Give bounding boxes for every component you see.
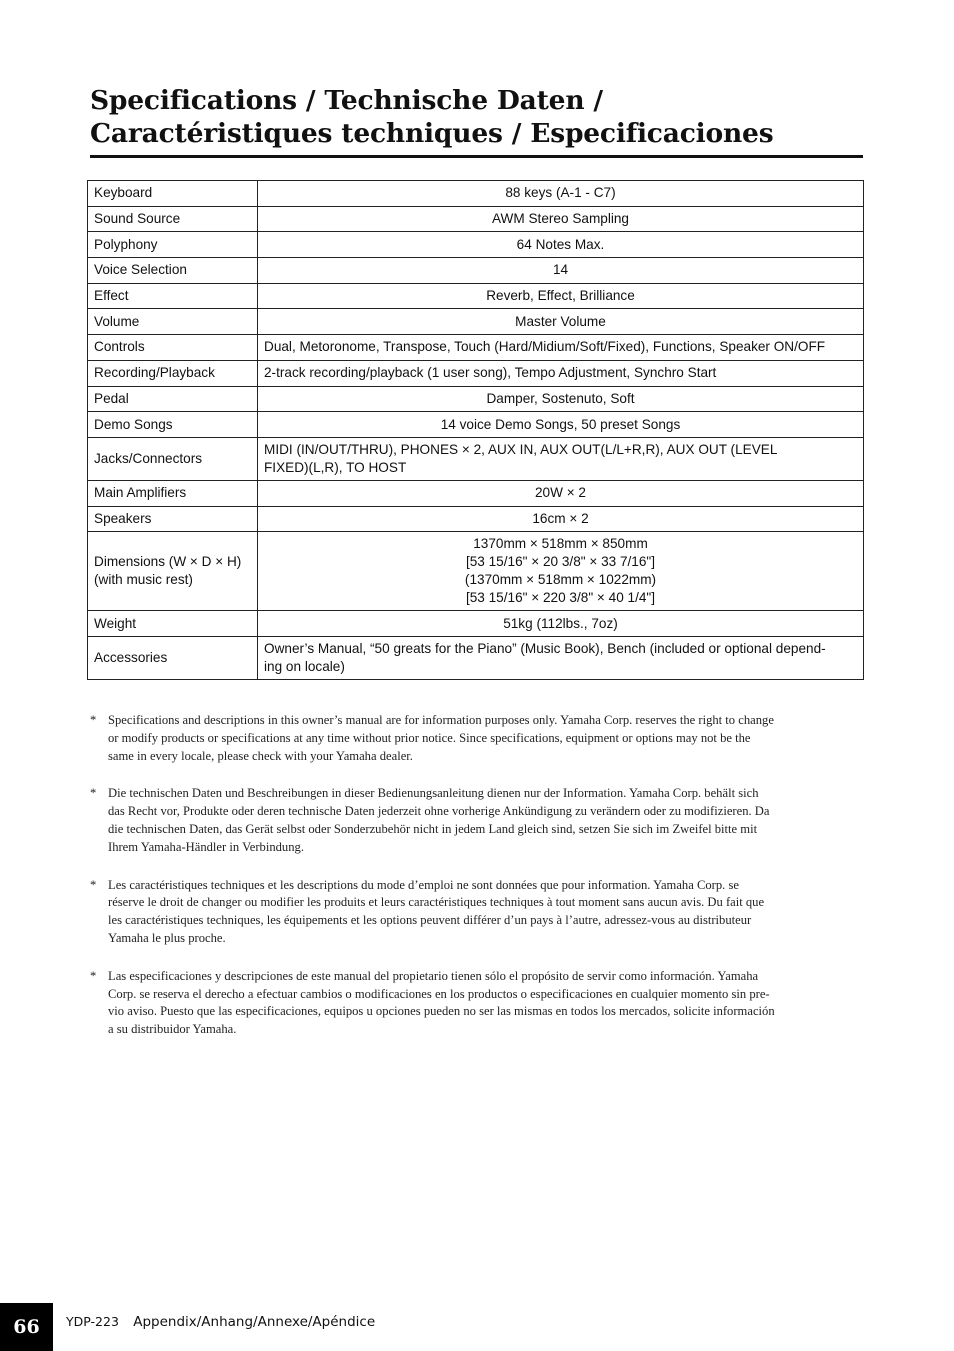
- spec-value-line: Owner’s Manual, “50 greats for the Piano” (Music Book), Bench (included or optional depend-: [264, 640, 826, 656]
- spec-value-line: 51kg (112lbs., 7oz): [503, 615, 618, 631]
- spec-value-line: [53 15/16" × 220 3/8" × 40 1/4"]: [465, 590, 656, 606]
- spec-value-line: 2-track recording/playback (1 user song), Tempo Adjustment, Synchro Start: [264, 365, 717, 381]
- spec-value-line: 20W × 2: [534, 485, 586, 501]
- title-underline: [90, 155, 863, 158]
- spec-label: Voice Selection: [88, 258, 258, 284]
- spec-label: Polyphony: [88, 232, 258, 258]
- spec-label: Effect: [88, 283, 258, 309]
- spec-value: [258, 283, 864, 309]
- spec-label: Pedal: [88, 386, 258, 412]
- note-line: les caractéristiques techniques, les équipements et les options peuvent différer d’un pays à l’autre, adressez-vous au distributeur: [108, 913, 752, 928]
- spec-value: [258, 636, 864, 679]
- disclaimer-note: [90, 968, 862, 1039]
- spec-value-line: Dual, Metoronome, Transpose, Touch (Hard/Midium/Soft/Fixed), Functions, Speaker ON/OFF: [264, 339, 826, 355]
- spec-value: [258, 181, 864, 207]
- spec-value: [258, 506, 864, 532]
- note-line: Corp. se reserva el derecho a efectuar cambios o modificaciones en los productos o especificaciones en cualquier momento sin pre-: [108, 986, 770, 1001]
- spec-row: [88, 181, 864, 207]
- note-line: Die technischen Daten und Beschreibungen in dieser Bedienungsanleitung dienen nur der Information. Yamaha Corp. behält sich: [108, 786, 759, 801]
- note-line: Specifications and descriptions in this owner’s manual are for information purposes only. Yamaha Corp. reserves the right to change: [108, 713, 774, 727]
- note-marker: *: [90, 877, 97, 892]
- spec-label: Sound Source: [88, 206, 258, 232]
- spec-value-line: 88 keys (A-1 - C7): [505, 185, 616, 201]
- spec-row: [88, 258, 864, 284]
- spec-row: [88, 636, 864, 679]
- spec-value-line: 14: [552, 262, 569, 278]
- note-line: das Recht vor, Produkte oder deren technische Daten jederzeit ohne vorherige Ankündigung zu verändern oder zu modifizieren. Da: [108, 804, 770, 819]
- spec-value-line: 14 voice Demo Songs, 50 preset Songs: [440, 416, 681, 432]
- specifications-table-body: [88, 181, 864, 680]
- spec-row: [88, 412, 864, 438]
- spec-value-line: 16cm × 2: [532, 510, 589, 526]
- disclaimer-notes: [90, 712, 862, 1059]
- note-marker: *: [90, 968, 97, 983]
- spec-value: [258, 360, 864, 386]
- spec-value: [258, 437, 864, 480]
- spec-value: [258, 412, 864, 438]
- disclaimer-note: [90, 785, 862, 856]
- disclaimer-note: [90, 712, 862, 765]
- page-number: 66: [0, 1303, 53, 1351]
- spec-value-line: 64 Notes Max.: [516, 236, 605, 252]
- spec-row: [88, 206, 864, 232]
- spec-label: Jacks/Connectors: [88, 437, 258, 480]
- page-title-line-1: Specifications / Technische Daten /: [90, 85, 603, 116]
- spec-value-line: Reverb, Effect, Brilliance: [486, 288, 635, 304]
- spec-label: Accessories: [88, 636, 258, 679]
- note-line: Las especificaciones y descripciones de este manual del propietario tienen sólo el propósito de servir como información. Yamaha: [108, 968, 759, 983]
- spec-value: [258, 232, 864, 258]
- spec-value-line: [53 15/16" × 20 3/8" × 33 7/16"]: [465, 554, 656, 570]
- spec-row: [88, 611, 864, 637]
- spec-row: [88, 532, 864, 611]
- note-line: vio aviso. Puesto que las especificaciones, equipos u opciones pueden no ser las mismas en todos los mercados, solicite información: [108, 1004, 775, 1019]
- spec-value: [258, 335, 864, 361]
- spec-label: Demo Songs: [88, 412, 258, 438]
- spec-row: [88, 232, 864, 258]
- spec-label-line: Dimensions (W × D × H): [94, 554, 242, 570]
- footer-section: Appendix/Anhang/Annexe/Apéndice: [133, 1314, 376, 1330]
- page-footer: [66, 1314, 375, 1330]
- note-line: réserve le droit de changer ou modifier les produits et leurs caractéristiques techniques à tout moment sans aucun avis. Du fait que: [108, 895, 765, 910]
- note-marker: *: [90, 713, 97, 727]
- spec-row: [88, 309, 864, 335]
- note-line: or modify products or specifications at any time without prior notice. Since specifications, equipment or options may not be the: [108, 730, 751, 745]
- spec-value: [258, 532, 864, 611]
- footer-model: YDP-223: [66, 1314, 119, 1329]
- specifications-table: [87, 180, 864, 680]
- page-title-line-2: Caractéristiques techniques / Especificaciones: [90, 118, 774, 149]
- spec-label: Keyboard: [88, 181, 258, 207]
- note-line: a su distribuidor Yamaha.: [108, 1022, 237, 1037]
- spec-value-line: 1370mm × 518mm × 850mm: [473, 536, 648, 552]
- spec-value: [258, 309, 864, 335]
- spec-row: [88, 360, 864, 386]
- note-line: Yamaha le plus proche.: [108, 930, 226, 945]
- spec-value: [258, 206, 864, 232]
- spec-value-line: MIDI (IN/OUT/THRU), PHONES × 2, AUX IN, AUX OUT(L/L+R,R), AUX OUT (LEVEL: [264, 441, 778, 457]
- spec-value-line: Damper, Sostenuto, Soft: [486, 390, 635, 406]
- spec-row: [88, 335, 864, 361]
- spec-row: [88, 386, 864, 412]
- spec-value: [258, 480, 864, 506]
- page-title: [90, 84, 862, 150]
- disclaimer-note: [90, 877, 862, 948]
- spec-label: Speakers: [88, 506, 258, 532]
- spec-value-line: Master Volume: [515, 313, 606, 329]
- spec-value-line: AWM Stereo Sampling: [492, 211, 629, 227]
- spec-value-line: FIXED)(L,R), TO HOST: [264, 459, 407, 475]
- spec-label: Volume: [88, 309, 258, 335]
- spec-label: Recording/Playback: [88, 360, 258, 386]
- spec-row: [88, 283, 864, 309]
- spec-label: Controls: [88, 335, 258, 361]
- spec-value: [258, 611, 864, 637]
- spec-value: [258, 386, 864, 412]
- note-line: Les caractéristiques techniques et les descriptions du mode d’emploi ne sont données que pour information. Yamaha Corp. se: [108, 877, 739, 892]
- spec-row: [88, 437, 864, 480]
- note-marker: *: [90, 786, 97, 801]
- note-line: Ihrem Yamaha-Händler in Verbindung.: [108, 839, 304, 854]
- note-line: die technischen Daten, das Gerät selbst oder Sonderzubehör nicht in jedem Land gleich sind, setzen Sie sich im Zweifel bitte mit: [108, 821, 758, 836]
- spec-label-line: (with music rest): [94, 572, 193, 588]
- spec-value-line: (1370mm × 518mm × 1022mm): [464, 572, 657, 588]
- spec-value: [258, 258, 864, 284]
- spec-label: [88, 532, 258, 611]
- note-line: same in every locale, please check with your Yamaha dealer.: [108, 748, 413, 763]
- spec-row: [88, 480, 864, 506]
- spec-label: Weight: [88, 611, 258, 637]
- spec-row: [88, 506, 864, 532]
- spec-value-line: ing on locale): [264, 658, 345, 674]
- spec-label: Main Amplifiers: [88, 480, 258, 506]
